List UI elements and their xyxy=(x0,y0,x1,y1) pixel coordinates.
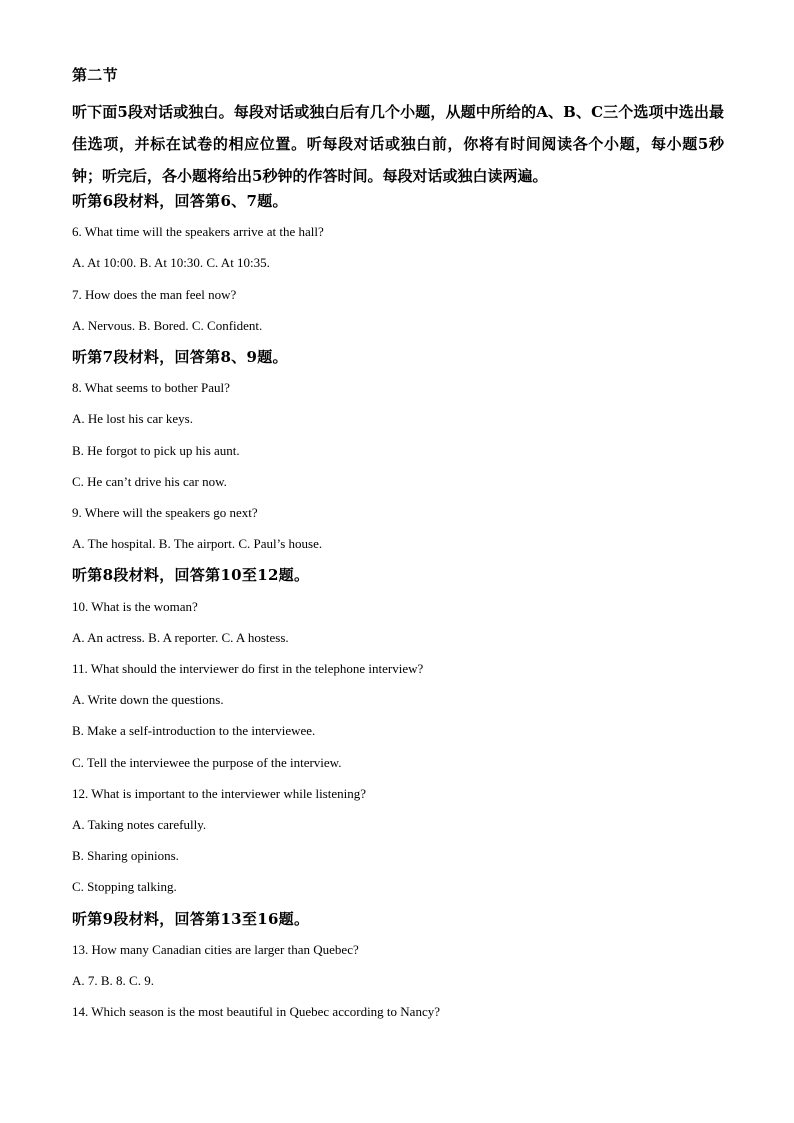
question-line: B. Make a self-introduction to the interviewee. xyxy=(72,723,316,739)
question-line: 8. What seems to bother Paul? xyxy=(72,380,230,396)
question-line: B. He forgot to pick up his aunt. xyxy=(72,442,240,458)
passage-heading: 听第8段材料，回答第10至12题。 xyxy=(72,566,310,585)
question-line: 13. How many Canadian cities are larger than Quebec? xyxy=(72,941,359,957)
question-line: C. He can’t drive his car now. xyxy=(72,473,227,489)
question-line: A. Taking notes carefully. xyxy=(72,817,207,832)
question-line: A. Write down the questions. xyxy=(72,692,224,708)
question-line: A. At 10:00. B. At 10:30. C. At 10:35. xyxy=(72,255,270,271)
question-line: B. Sharing opinions. xyxy=(72,848,179,864)
question-line: C. Stopping talking. xyxy=(72,879,177,895)
passage-heading: 听第6段材料，回答第6、7题。 xyxy=(72,192,288,210)
question-line: 14. Which season is the most beautiful in Quebec according to Nancy? xyxy=(72,1004,440,1020)
passage-heading: 听第9段材料，回答第13至16题。 xyxy=(72,909,310,928)
question-line: 6. What time will the speakers arrive at the hall? xyxy=(72,224,324,240)
question-line: A. Nervous. B. Bored. C. Confident. xyxy=(72,317,263,333)
question-line: A. An actress. B. A reporter. C. A hostess. xyxy=(72,629,289,645)
question-line: 12. What is important to the interviewer while listening? xyxy=(72,785,366,801)
question-line: A. 7. B. 8. C. 9. xyxy=(72,973,154,988)
section-instructions: 听下面5段对话或独白。每段对话或独白后有几个小题，从题中所给的A、B、C三个选项中选出最佳选项，并标在试卷的相应位置。听每段对话或独白前，你将有时间阅读各个小题，每小题5秒钟；听完后，各小题将给出5秒钟的作答时间。每段对话或独白读两遍。 xyxy=(72,103,724,185)
question-line: 7. How does the man feel now? xyxy=(72,286,237,302)
question-line: C. Tell the interviewee the purpose of the interview. xyxy=(72,754,342,770)
question-line: 10. What is the woman? xyxy=(72,598,198,614)
question-line: A. He lost his car keys. xyxy=(72,411,193,427)
question-line: A. The hospital. B. The airport. C. Paul’s house. xyxy=(72,536,323,552)
section-title: 第二节 xyxy=(72,66,118,84)
question-line: 9. Where will the speakers go next? xyxy=(72,505,258,520)
question-line: 11. What should the interviewer do first in the telephone interview? xyxy=(72,661,424,676)
passage-heading: 听第7段材料，回答第8、9题。 xyxy=(72,348,288,366)
